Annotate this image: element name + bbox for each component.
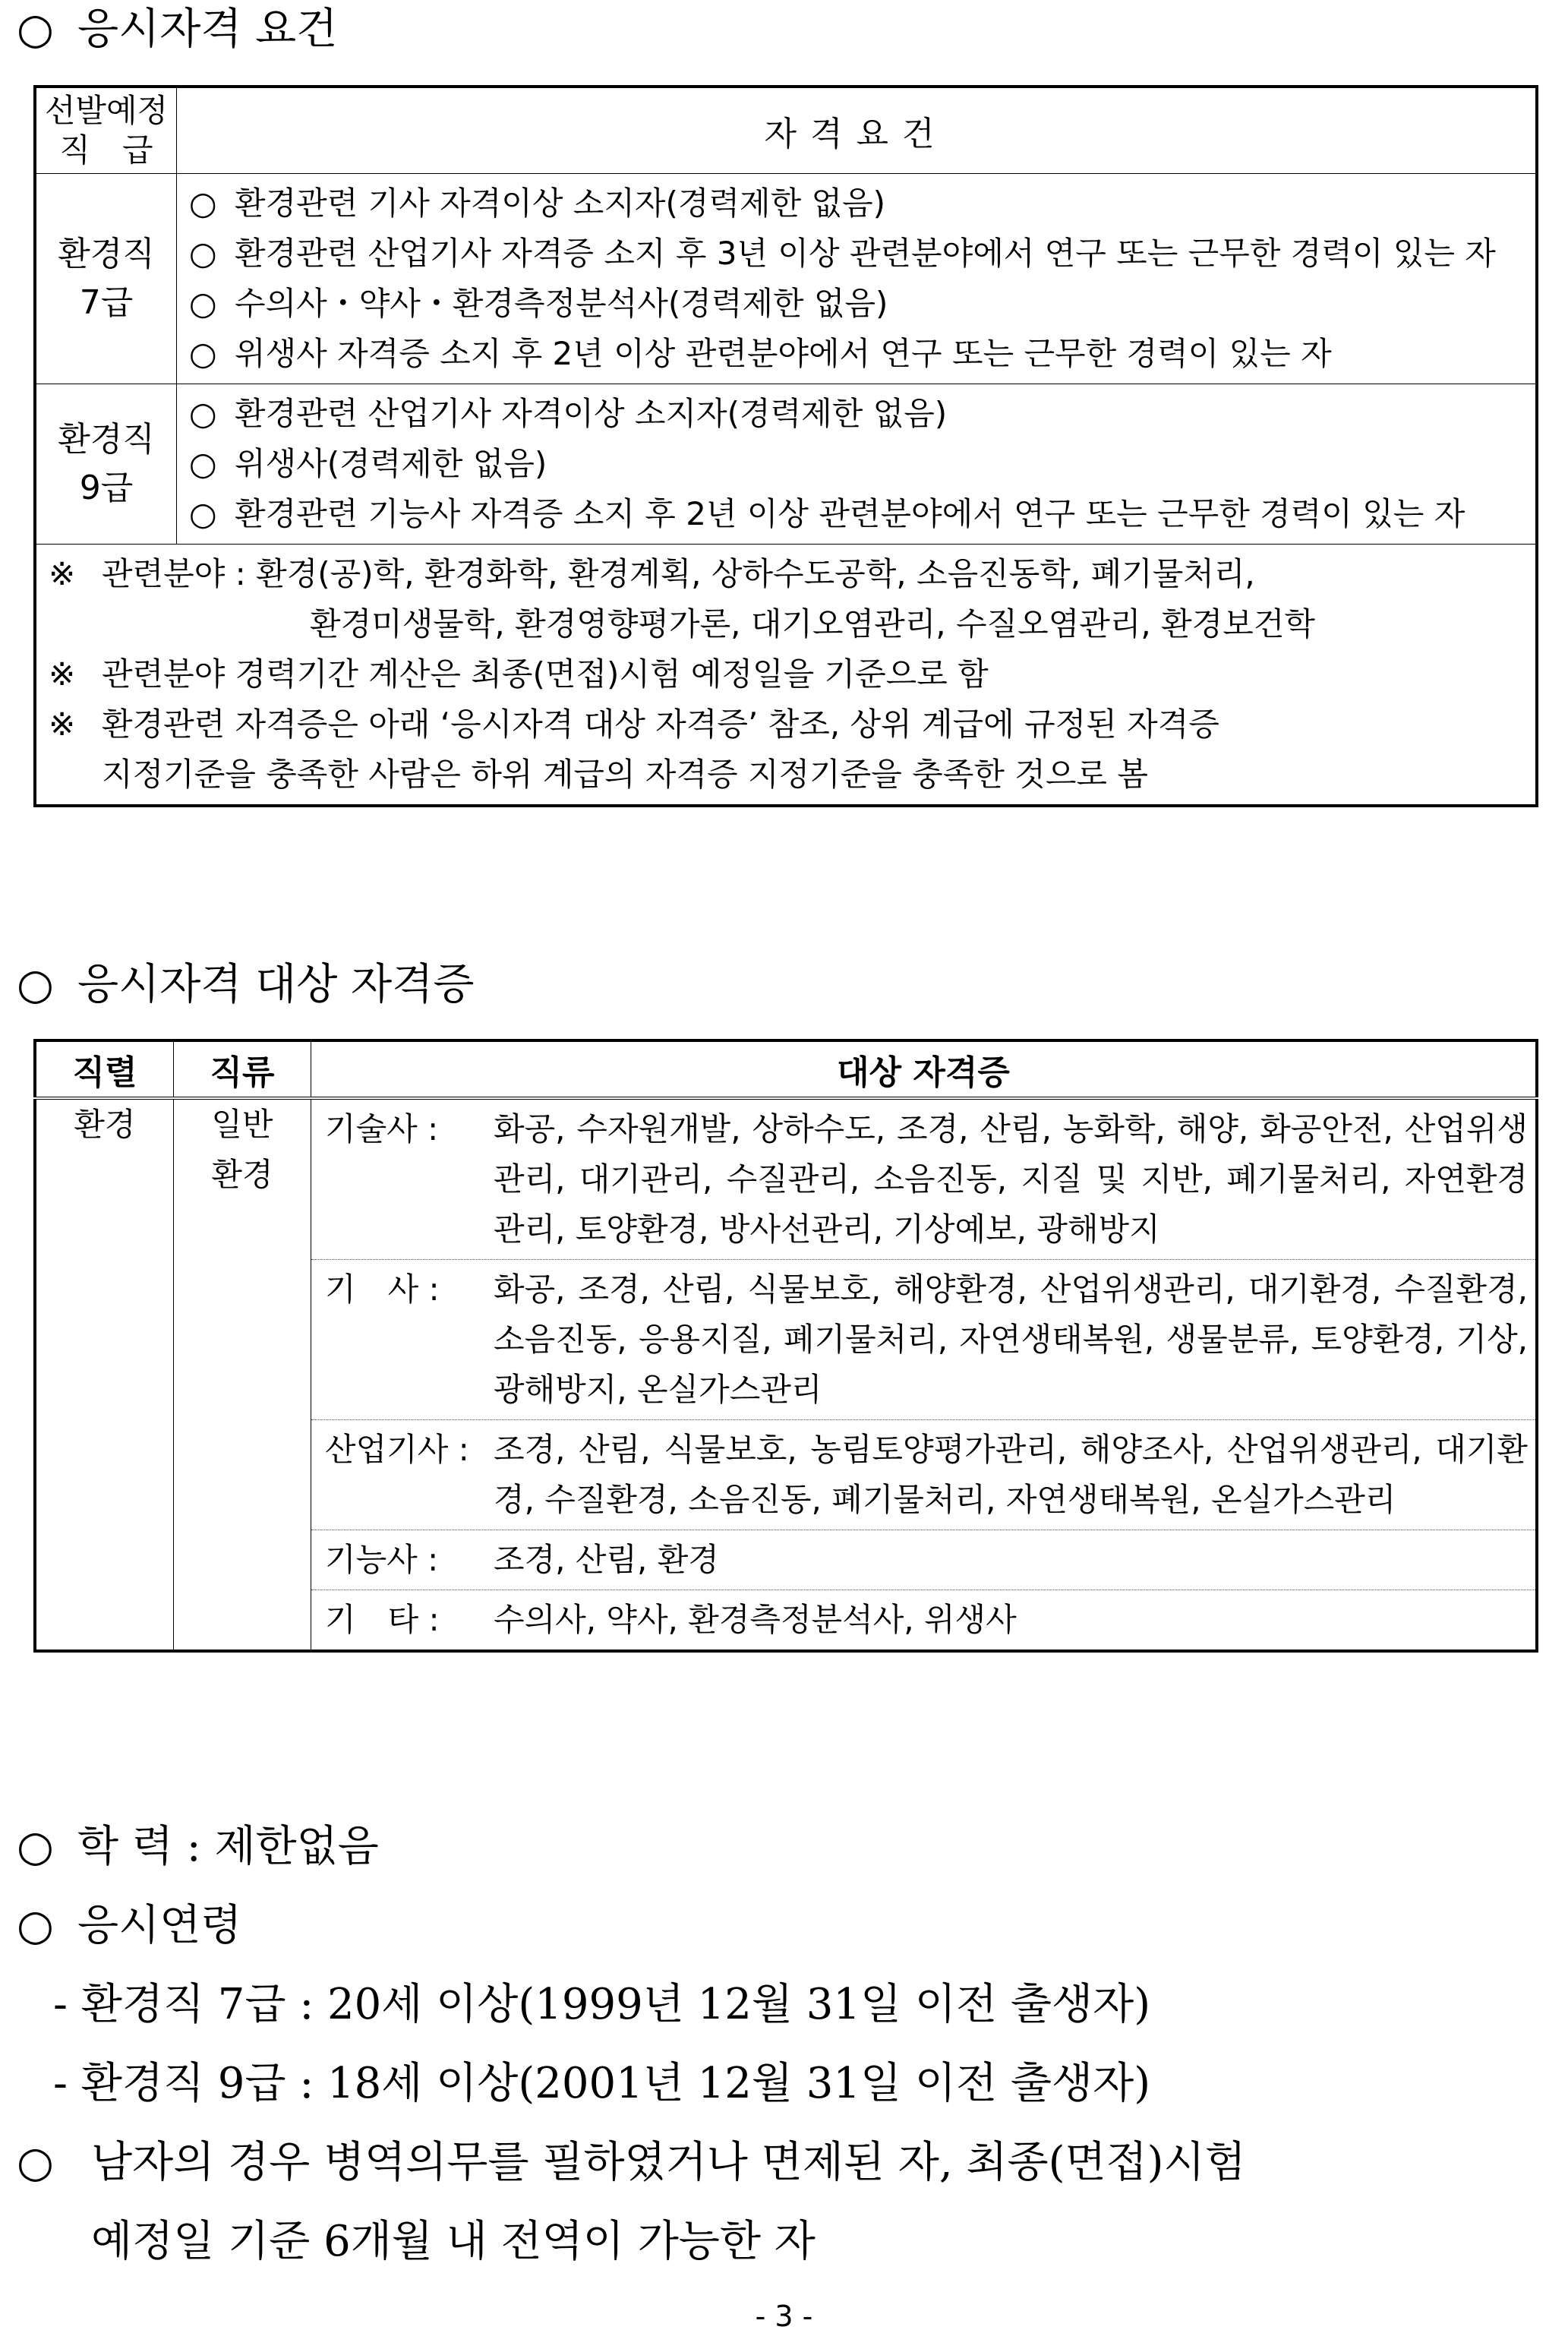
- header-grade-line1: 선발예정: [44, 91, 169, 129]
- requirement-item: ○ 환경관련 산업기사 자격증 소지 후 3년 이상 관련분야에서 연구 또는 근무한 경력이 있는 자: [189, 229, 1526, 279]
- cert-cell: [311, 1530, 1538, 1590]
- cert-cell: [311, 1098, 1538, 1260]
- note-item: ※ 환경관련 자격증은 아래 ‘응시자격 대상 자격증’ 참조, 상위 계급에 규정된 자격증: [49, 699, 1526, 750]
- cert-label: 기 사 :: [325, 1271, 440, 1308]
- cert-entry: [325, 1104, 1528, 1255]
- military-line1: [17, 2123, 1246, 2202]
- section-bullet: ○: [17, 5, 54, 54]
- cert-cell: [311, 1260, 1538, 1420]
- cert-label: 산업기사 :: [325, 1431, 469, 1468]
- header-certificates: 대상 자격증: [311, 1040, 1538, 1098]
- grade-line2: 9급: [79, 468, 134, 507]
- grade-line2: 7급: [79, 283, 134, 322]
- grade-line1: 환경직: [58, 419, 155, 459]
- requirements-table: [33, 85, 1538, 807]
- notes-cell: [35, 544, 1537, 806]
- item-bullet: ○: [189, 394, 217, 432]
- requirement-item: ○ 환경관련 기능사 자격증 소지 후 2년 이상 관련분야에서 연구 또는 근무한 경력이 있는 자: [189, 489, 1526, 539]
- table-header-row: [35, 1040, 1537, 1098]
- table-header-row: [35, 87, 1537, 173]
- age-grade9-line: - 환경직 9급 : 18세 이상(2001년 12월 31일 이전 출생자): [53, 2059, 1151, 2108]
- note-continuation: 환경미생물학, 환경영향평가론, 대기오염관리, 수질오염관리, 환경보건학: [310, 605, 1315, 642]
- item-bullet: ○: [189, 184, 217, 222]
- note-item: ※ 관련분야 : 환경(공)학, 환경화학, 환경계획, 상하수도공학, 소음진동학, 폐기물처리,: [49, 549, 1526, 599]
- section-bullet: ○: [17, 960, 54, 1009]
- section-bullet: ○: [17, 1822, 54, 1871]
- class-line1: 일반: [211, 1106, 273, 1143]
- cert-label: 기 타 :: [325, 1601, 440, 1638]
- item-bullet: ○: [189, 444, 217, 482]
- class-line2: 환경: [211, 1156, 273, 1193]
- section-heading-certificates: [17, 958, 474, 1012]
- item-bullet: ○: [189, 334, 217, 372]
- requirements-cell: [177, 173, 1538, 384]
- note-mark: ※: [49, 554, 76, 592]
- requirement-item: ○ 위생사 자격증 소지 후 2년 이상 관련분야에서 연구 또는 근무한 경력이 있는 자: [189, 329, 1526, 379]
- grade-cell: [35, 384, 177, 544]
- military-line2: 예정일 기준 6개월 내 전역이 가능한 자: [91, 2217, 816, 2266]
- cert-value: 수의사, 약사, 환경측정분석사, 위생사: [494, 1601, 1017, 1638]
- cert-label: 기능사 :: [325, 1541, 439, 1578]
- header-requirements-cell: 자격요건: [177, 87, 1538, 173]
- age-heading: [17, 1886, 241, 1965]
- class-cell: [174, 1098, 311, 1651]
- cert-value: 화공, 조경, 산림, 식물보호, 해양환경, 산업위생관리, 대기환경, 수질환경, 소음진동, 응용지질, 폐기물처리, 자연생태복원, 생물분류, 토양환경, 기상, 광해방지, 온실가스관리: [494, 1271, 1528, 1408]
- note-mark: ※: [49, 705, 76, 743]
- cert-cell: [311, 1420, 1538, 1530]
- section-heading-requirements: [17, 3, 337, 56]
- page-number: - 3 -: [755, 2300, 813, 2333]
- requirements-cell: [177, 384, 1538, 544]
- table-row-grade9: [35, 384, 1537, 544]
- item-bullet: ○: [189, 494, 217, 532]
- requirement-item: ○ 수의사・약사・환경측정분석사(경력제한 없음): [189, 279, 1526, 329]
- requirement-item: ○ 위생사(경력제한 없음): [189, 439, 1526, 489]
- note-item: ※ 관련분야 경력기간 계산은 최종(면접)시험 예정일을 기준으로 함: [49, 649, 1526, 699]
- cert-entry: [325, 1425, 1528, 1525]
- age-title: 응시연령: [77, 1901, 242, 1950]
- header-grade-cell: [35, 87, 177, 173]
- table-row-grade7: [35, 173, 1537, 384]
- cert-cell: [311, 1590, 1538, 1652]
- cert-value: 조경, 산림, 환경: [494, 1541, 719, 1578]
- education-text: 학 력 : 제한없음: [77, 1822, 379, 1871]
- requirement-item: ○ 환경관련 기사 자격이상 소지자(경력제한 없음): [189, 178, 1526, 229]
- table-notes-row: [35, 544, 1537, 806]
- table-row: [35, 1098, 1537, 1260]
- header-grade-line2: 직 급: [59, 131, 153, 169]
- grade-cell: [35, 173, 177, 384]
- cert-entry: [325, 1264, 1528, 1415]
- item-bullet: ○: [189, 284, 217, 322]
- cert-value: 화공, 수자원개발, 상하수도, 조경, 산림, 농화학, 해양, 화공안전, 산업위생관리, 대기관리, 수질관리, 소음진동, 지질 및 지반, 폐기물처리, 자연환경관리, 토양환경, 방사선관리, 기상예보, 광해방지: [494, 1110, 1528, 1248]
- header-class: 직류: [174, 1040, 311, 1098]
- education-line: [17, 1807, 379, 1886]
- section-bullet: ○: [17, 1901, 54, 1950]
- cert-entry: [325, 1595, 1528, 1645]
- note-continuation: 지정기준을 충족한 사람은 하위 계급의 자격증 지정기준을 충족한 것으로 봄: [102, 755, 1148, 793]
- cert-label: 기술사 :: [325, 1110, 439, 1148]
- header-series: 직렬: [35, 1040, 174, 1098]
- certificates-table: [33, 1039, 1538, 1653]
- requirement-item: ○ 환경관련 산업기사 자격이상 소지자(경력제한 없음): [189, 389, 1526, 439]
- age-grade7-line: - 환경직 7급 : 20세 이상(1999년 12월 31일 이전 출생자): [53, 1980, 1151, 2029]
- series-cell: 환경: [35, 1098, 174, 1651]
- grade-line1: 환경직: [58, 234, 155, 273]
- section-bullet: ○: [17, 2138, 54, 2187]
- cert-value: 조경, 산림, 식물보호, 농림토양평가관리, 해양조사, 산업위생관리, 대기환경, 수질환경, 소음진동, 폐기물처리, 자연생태복원, 온실가스관리: [494, 1431, 1528, 1518]
- military-text-line1: 남자의 경우 병역의무를 필하였거나 면제된 자, 최종(면접)시험: [91, 2138, 1246, 2187]
- note-mark: ※: [49, 655, 76, 693]
- section-title: 응시자격 요건: [77, 5, 338, 54]
- section-title: 응시자격 대상 자격증: [77, 960, 475, 1009]
- item-bullet: ○: [189, 234, 217, 272]
- cert-entry: [325, 1535, 1528, 1585]
